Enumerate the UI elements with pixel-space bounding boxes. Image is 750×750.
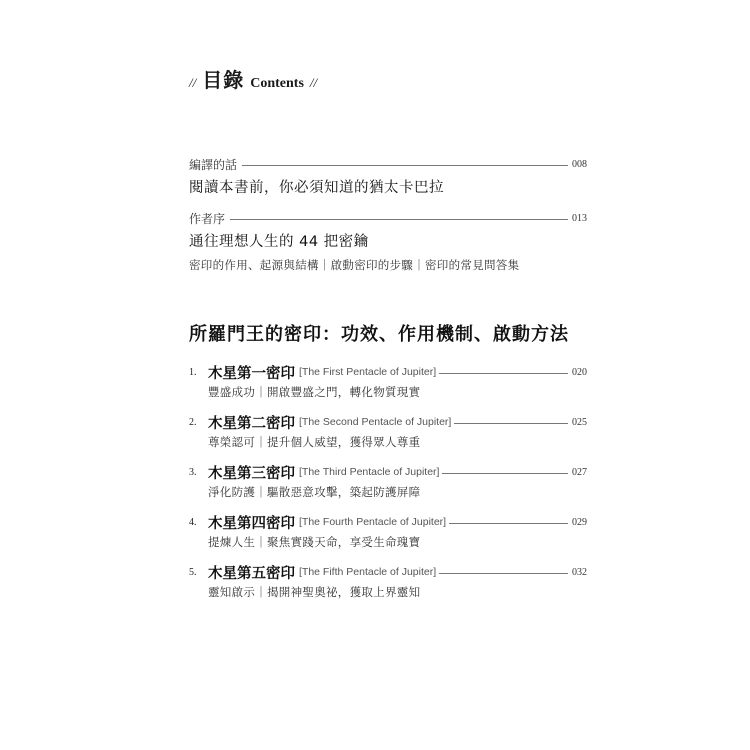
dot-leader <box>454 423 568 424</box>
item-title-english: [The First Pentacle of Jupiter] <box>299 366 437 378</box>
item-title-english: [The Third Pentacle of Jupiter] <box>299 466 440 478</box>
toc-item-1[interactable] <box>189 362 587 400</box>
page-number: 032 <box>572 566 587 578</box>
toc-header <box>189 64 317 93</box>
item-number: 2. <box>189 416 197 428</box>
item-number: 3. <box>189 466 197 478</box>
page-number: 008 <box>572 158 587 170</box>
item-number: 1. <box>189 366 197 378</box>
section-title: 所羅門王的密印：功效、作用機制、啟動方法 <box>189 324 569 345</box>
toc-item-4[interactable] <box>189 512 587 550</box>
toc-entry-translator-note[interactable] <box>189 155 587 197</box>
toc-item-5[interactable] <box>189 562 587 600</box>
item-description: 提煉人生｜聚焦實踐天命，享受生命瑰寶 <box>208 535 421 549</box>
page-number: 027 <box>572 466 587 478</box>
dot-leader <box>230 219 568 220</box>
item-description: 豐盛成功｜開啟豐盛之門，轉化物質現實 <box>208 385 421 399</box>
toc-entry-author-preface[interactable] <box>189 209 587 273</box>
item-title-chinese: 木星第一密印 <box>208 365 295 382</box>
item-number: 5. <box>189 566 197 578</box>
dot-leader <box>242 165 568 166</box>
entry-label: 編譯的話 <box>189 157 238 172</box>
dot-leader <box>449 523 568 524</box>
item-title-chinese: 木星第三密印 <box>208 465 295 482</box>
entry-label: 作者序 <box>189 211 226 226</box>
item-number: 4. <box>189 516 197 528</box>
page-number: 020 <box>572 366 587 378</box>
dot-leader <box>439 573 568 574</box>
item-title-chinese: 木星第五密印 <box>208 565 295 582</box>
entry-subtitle: 密印的作用、起源與結構｜啟動密印的步驟｜密印的常見問答集 <box>189 258 520 272</box>
header-right-slashes: // <box>309 75 318 90</box>
page-number: 013 <box>572 212 587 224</box>
header-left-slashes: // <box>189 75 197 90</box>
toc-item-3[interactable] <box>189 462 587 500</box>
item-description: 淨化防護｜驅散惡意攻擊，築起防護屏障 <box>208 485 421 499</box>
item-description: 靈知啟示｜揭開神聖奧祕，獲取上界靈知 <box>208 585 421 599</box>
page-number: 025 <box>572 416 587 428</box>
dot-leader <box>439 373 568 374</box>
page-number: 029 <box>572 516 587 528</box>
entry-title: 閱讀本書前，你必須知道的猶太卡巴拉 <box>189 180 444 196</box>
toc-title-english: Contents <box>250 76 304 91</box>
item-description: 尊榮認可｜提升個人威望，獲得眾人尊重 <box>208 435 421 449</box>
item-title-english: [The Fourth Pentacle of Jupiter] <box>299 516 447 528</box>
dot-leader <box>442 473 568 474</box>
toc-item-2[interactable] <box>189 412 587 450</box>
item-title-english: [The Second Pentacle of Jupiter] <box>299 416 452 428</box>
toc-title-chinese: 目錄 <box>202 68 245 92</box>
item-title-english: [The Fifth Pentacle of Jupiter] <box>299 566 437 578</box>
item-title-chinese: 木星第二密印 <box>208 415 295 432</box>
entry-title: 通往理想人生的 44 把密鑰 <box>189 234 369 250</box>
item-title-chinese: 木星第四密印 <box>208 515 295 532</box>
